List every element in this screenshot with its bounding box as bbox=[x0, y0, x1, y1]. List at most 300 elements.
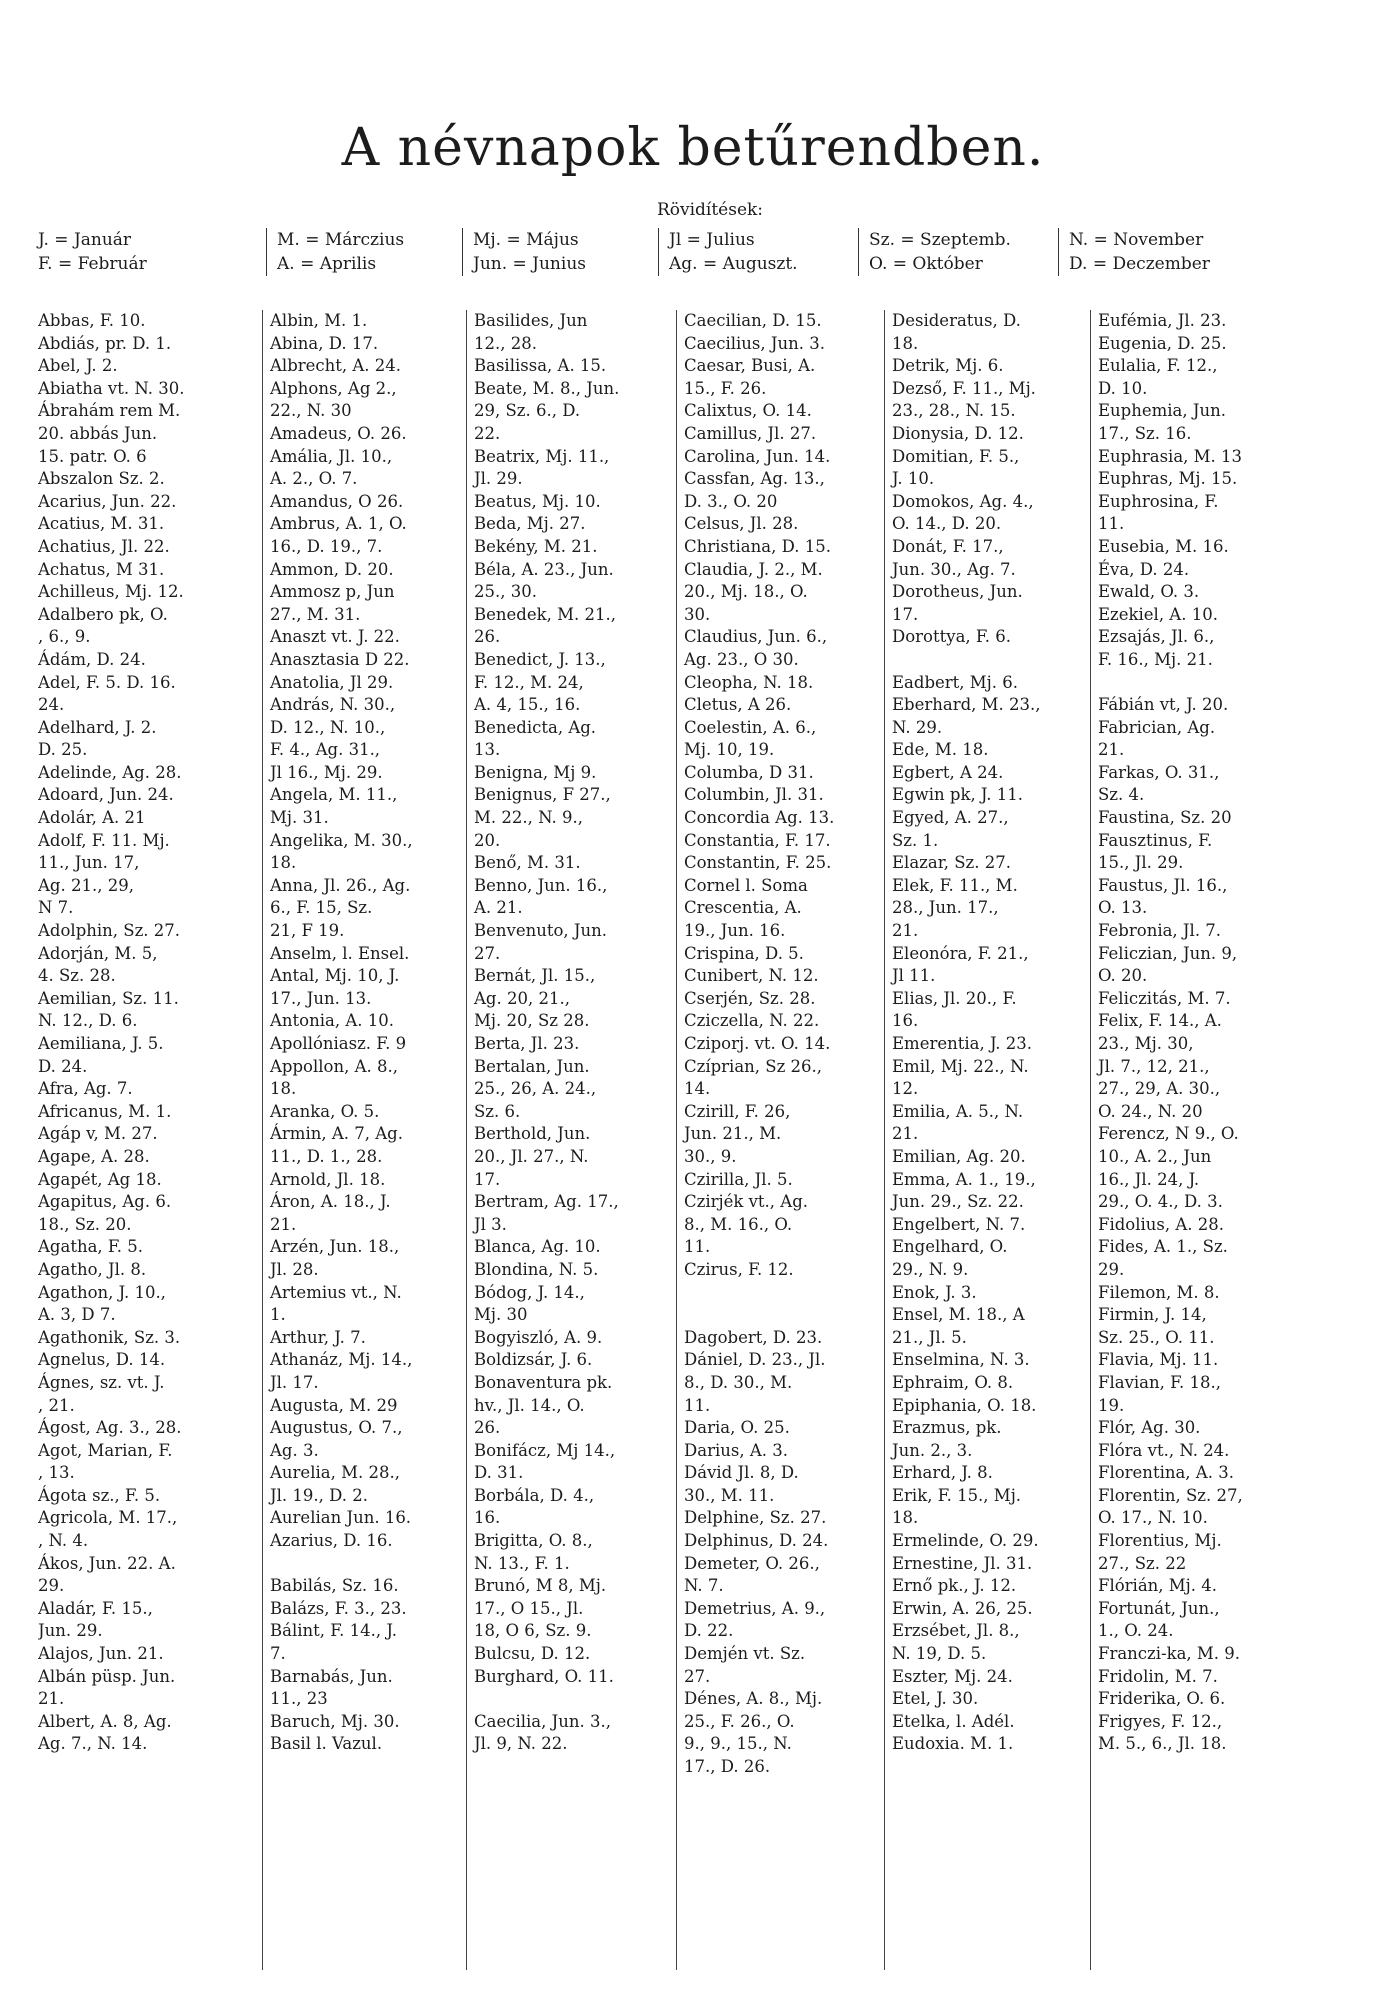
name-day-entry: 26. bbox=[474, 627, 501, 647]
name-day-entry: Crescentia, A. bbox=[684, 898, 802, 918]
name-day-entry: Athanáz, Mj. 14., bbox=[270, 1350, 413, 1370]
abbreviation-entry: D. = Deczember bbox=[1069, 254, 1210, 274]
name-day-entry: F. 12., M. 24, bbox=[474, 672, 584, 692]
name-day-entry: Aranka, O. 5. bbox=[270, 1101, 380, 1121]
name-day-entry: Elek, F. 11., M. bbox=[892, 875, 1018, 895]
name-day-entry: 20. abbás Jun. bbox=[38, 423, 158, 443]
name-day-entry: 25., 30. bbox=[474, 582, 537, 602]
name-day-entry: Ágnes, sz. vt. J. bbox=[38, 1372, 165, 1392]
name-day-entry: Alphons, Ag 2., bbox=[270, 378, 397, 398]
name-day-entry: 27. bbox=[474, 943, 501, 963]
name-day-entry: Ensel, M. 18., A bbox=[892, 1305, 1025, 1325]
name-day-entry: N. 29. bbox=[892, 717, 943, 737]
name-day-entry: 29., N. 9. bbox=[892, 1259, 969, 1279]
name-day-entry: 18. bbox=[892, 1508, 919, 1528]
name-day-entry: Ag. 21., 29, bbox=[38, 875, 134, 895]
name-day-entry: Ede, M. 18. bbox=[892, 740, 989, 760]
name-day-entry: Czirus, F. 12. bbox=[684, 1259, 794, 1279]
name-day-entry: D. 22. bbox=[684, 1621, 734, 1641]
name-day-entry: Emerentia, J. 23. bbox=[892, 1034, 1033, 1053]
name-day-entry: Domokos, Ag. 4., bbox=[892, 491, 1034, 511]
name-day-entry: , 6., 9. bbox=[38, 627, 91, 647]
name-day-entry: 11., 23 bbox=[270, 1689, 328, 1709]
name-day-entry: Ármin, A. 7, Ag. bbox=[270, 1124, 403, 1144]
name-day-entry: András, N. 30., bbox=[270, 695, 396, 715]
name-day-entry: Eadbert, Mj. 6. bbox=[892, 672, 1019, 692]
name-day-entry: Crispina, D. 5. bbox=[684, 943, 804, 963]
name-day-entry: O. 20. bbox=[1098, 966, 1148, 986]
name-day-entry: Cornel l. Soma bbox=[684, 875, 808, 895]
name-day-entry: 15. patr. O. 6 bbox=[38, 446, 147, 466]
name-day-entry: 11. bbox=[684, 1395, 711, 1415]
name-day-entry: Ádám, D. 24. bbox=[38, 649, 146, 669]
name-day-entry: Bulcsu, D. 12. bbox=[474, 1644, 591, 1664]
name-day-entry: D. 3., O. 20 bbox=[684, 491, 778, 511]
name-day-entry: 27., 29, A. 30., bbox=[1098, 1079, 1221, 1099]
name-day-entry: 19. bbox=[1098, 1395, 1125, 1415]
name-day-entry: Ag. 7., N. 14. bbox=[38, 1734, 148, 1754]
name-day-entry: N 7. bbox=[38, 898, 74, 918]
name-day-entry: Antal, Mj. 10, J. bbox=[270, 966, 400, 986]
name-day-entry: Agnelus, D. 14. bbox=[38, 1350, 166, 1370]
name-day-entry: F. 16., Mj. 21. bbox=[1098, 649, 1213, 669]
name-day-entry bbox=[684, 1304, 884, 1327]
name-day-entry: Sz. 4. bbox=[1098, 785, 1145, 805]
name-day-entry: Agot, Marian, F. bbox=[38, 1440, 173, 1460]
name-day-entry: Camillus, Jl. 27. bbox=[684, 423, 817, 443]
name-day-entry: 22., N. 30 bbox=[270, 401, 352, 421]
name-day-entry: Ambrus, A. 1, O. bbox=[270, 514, 407, 534]
name-day-entry: Agathon, J. 10., bbox=[38, 1282, 166, 1302]
name-day-entry: 15., F. 26. bbox=[684, 378, 767, 398]
name-day-entry: Eszter, Mj. 24. bbox=[892, 1666, 1013, 1686]
name-day-entry: Basilissa, A. 15. bbox=[474, 356, 607, 376]
name-day-entry: Czirill, F. 26, bbox=[684, 1101, 791, 1121]
name-day-entry: Bertalan, Jun. bbox=[474, 1056, 590, 1076]
name-day-entry: 26. bbox=[474, 1418, 501, 1438]
name-day-entry: 17. bbox=[892, 604, 919, 624]
name-day-entry: Achilleus, Mj. 12. bbox=[38, 582, 184, 602]
abbreviations-heading: Rövidítések: bbox=[656, 200, 764, 220]
name-day-entry: Anatolia, Jl 29. bbox=[270, 672, 394, 692]
name-day-entry: 20., Mj. 18., O. bbox=[684, 582, 808, 602]
name-day-entry: 21, F 19. bbox=[270, 921, 345, 941]
name-day-entry: Calixtus, O. 14. bbox=[684, 401, 812, 421]
name-day-entry: , 13. bbox=[38, 1463, 75, 1483]
name-day-entry: Jl. 17. bbox=[270, 1372, 319, 1392]
name-day-entry: Béla, A. 23., Jun. bbox=[474, 559, 614, 579]
name-day-entry: Abiatha vt. N. 30. bbox=[38, 378, 185, 398]
name-day-entry: D. 25. bbox=[38, 740, 88, 760]
abbreviation-column bbox=[38, 228, 266, 276]
name-day-entry: 8., M. 16., O. bbox=[684, 1214, 793, 1234]
name-day-entry: A. 3, D 7. bbox=[38, 1305, 116, 1325]
name-day-entry: Florentin, Sz. 27, bbox=[1098, 1485, 1243, 1505]
name-day-entry: 6., F. 15, Sz. bbox=[270, 898, 373, 918]
abbreviation-entry: Mj. = Május bbox=[473, 230, 579, 250]
name-day-entry: Fridolin, M. 7. bbox=[1098, 1666, 1218, 1686]
name-day-entry: N. 19, D. 5. bbox=[892, 1644, 987, 1664]
name-day-entry: Egbert, A 24. bbox=[892, 762, 1004, 782]
name-day-entry: Euphrosina, F. bbox=[1098, 491, 1219, 511]
name-day-entry: 1. bbox=[270, 1305, 286, 1325]
name-day-entry: 21. bbox=[892, 921, 919, 941]
abbreviation-entry: O. = Október bbox=[869, 254, 983, 274]
name-day-entry: Demjén vt. Sz. bbox=[684, 1644, 806, 1664]
name-day-entry: D. 24. bbox=[38, 1056, 88, 1076]
name-day-entry: 27. bbox=[684, 1666, 711, 1686]
name-day-entry: Columbin, Jl. 31. bbox=[684, 785, 824, 805]
name-day-entry: 9., 9., 15., N. bbox=[684, 1734, 792, 1754]
name-day-entry: Benő, M. 31. bbox=[474, 853, 581, 873]
name-day-entry: Caecilian, D. 15. bbox=[684, 311, 822, 330]
name-day-entry: Mj. 31. bbox=[270, 808, 329, 828]
name-day-entry: 17. bbox=[474, 1169, 501, 1189]
name-day-entry: F. 4., Ag. 31., bbox=[270, 740, 381, 760]
name-day-entry: Elazar, Sz. 27. bbox=[892, 853, 1011, 873]
name-day-entry: Afra, Ag. 7. bbox=[38, 1079, 133, 1099]
name-day-entry: Agathonik, Sz. 3. bbox=[38, 1327, 181, 1347]
name-day-entry: Cunibert, N. 12. bbox=[684, 966, 819, 986]
name-day-entry: Angelika, M. 30., bbox=[270, 830, 413, 850]
name-day-entry: , N. 4. bbox=[38, 1531, 89, 1551]
abbreviation-entry: Ag. = Auguszt. bbox=[669, 254, 798, 274]
name-day-entry: Dániel, D. 23., Jl. bbox=[684, 1350, 826, 1370]
name-day-entry: Burghard, O. 11. bbox=[474, 1666, 614, 1686]
name-day-entry: Bekény, M. 21. bbox=[474, 536, 598, 556]
name-day-entry: Caecilia, Jun. 3., bbox=[474, 1711, 611, 1731]
name-day-entry: Ephraim, O. 8. bbox=[892, 1372, 1014, 1392]
name-day-entry: Delphine, Sz. 27. bbox=[684, 1508, 827, 1528]
name-day-entry: Daria, O. 25. bbox=[684, 1418, 790, 1438]
name-day-entry: Fides, A. 1., Sz. bbox=[1098, 1237, 1228, 1257]
name-day-entry: Jun. 29. bbox=[38, 1621, 103, 1641]
name-day-entry: Bonaventura pk. bbox=[474, 1372, 613, 1392]
name-day-entry: Emilian, Ag. 20. bbox=[892, 1146, 1026, 1166]
name-day-entry: Benedicta, Ag. bbox=[474, 717, 597, 737]
name-day-entry: Jl. 19., D. 2. bbox=[270, 1485, 368, 1505]
name-day-entry: 18. bbox=[892, 333, 919, 353]
name-day-entry: Caesar, Busi, A. bbox=[684, 356, 816, 376]
name-day-entry: Acarius, Jun. 22. bbox=[38, 491, 177, 511]
name-day-entry: Sz. 25., O. 11. bbox=[1098, 1327, 1215, 1347]
name-day-entry: Etelka, l. Adél. bbox=[892, 1711, 1015, 1731]
name-day-entry: Albert, A. 8, Ag. bbox=[38, 1711, 172, 1731]
name-day-entry: Ágost, Ag. 3., 28. bbox=[38, 1418, 182, 1438]
name-day-entry: Friderika, O. 6. bbox=[1098, 1689, 1226, 1709]
name-day-entry: Abel, J. 2. bbox=[38, 356, 118, 376]
name-day-entry: Bogyiszló, A. 9. bbox=[474, 1327, 603, 1347]
name-day-entry: Ag. 3. bbox=[270, 1440, 319, 1460]
name-day-entry: Ewald, O. 3. bbox=[1098, 582, 1200, 602]
name-day-entry: Dorottya, F. 6. bbox=[892, 627, 1012, 647]
name-day-entry: Barnabás, Jun. bbox=[270, 1666, 393, 1686]
name-day-entry: Arnold, Jl. 18. bbox=[270, 1169, 386, 1189]
name-day-entry: 17., Jun. 13. bbox=[270, 988, 372, 1008]
name-day-entry: Emil, Mj. 22., N. bbox=[892, 1056, 1029, 1076]
name-day-entry: Feliczian, Jun. 9, bbox=[1098, 943, 1238, 963]
name-day-entry: Acatius, M. 31. bbox=[38, 514, 165, 534]
name-day-entry: Adalbero pk, O. bbox=[38, 604, 168, 624]
name-day-entry: Adolphin, Sz. 27. bbox=[38, 921, 180, 941]
name-day-entry: Augustus, O. 7., bbox=[270, 1418, 403, 1438]
name-day-entry: Agapitus, Ag. 6. bbox=[38, 1192, 172, 1212]
name-day-entry: Engelbert, N. 7. bbox=[892, 1214, 1026, 1234]
name-day-entry: M. 22., N. 9., bbox=[474, 808, 583, 828]
name-day-entry: Faustina, Sz. 20 bbox=[1098, 808, 1232, 828]
name-day-entry: 18. bbox=[270, 1079, 297, 1099]
name-day-entry: Dorotheus, Jun. bbox=[892, 582, 1023, 602]
abbreviation-entry: M. = Márczius bbox=[277, 230, 405, 250]
name-day-entry: Enselmina, N. 3. bbox=[892, 1350, 1030, 1370]
name-day-entry: Emma, A. 1., 19., bbox=[892, 1169, 1036, 1189]
name-day-entry: Berthold, Jun. bbox=[474, 1124, 591, 1144]
name-day-entry: Jl 3. bbox=[474, 1214, 507, 1234]
name-day-entry: Blondina, N. 5. bbox=[474, 1259, 599, 1279]
name-day-entry: Cziporj. vt. O. 14. bbox=[684, 1034, 831, 1053]
name-day-entry: 8., D. 30., M. bbox=[684, 1372, 793, 1392]
name-day-entry bbox=[684, 1282, 884, 1305]
name-day-entry: Flóra vt., N. 24. bbox=[1098, 1440, 1230, 1460]
name-day-entry: Berta, Jl. 23. bbox=[474, 1034, 580, 1053]
name-day-entry: Egwin pk, J. 11. bbox=[892, 785, 1023, 805]
name-day-entry: Flór, Ag. 30. bbox=[1098, 1418, 1201, 1438]
name-day-entry: Agapét, Ag 18. bbox=[38, 1169, 162, 1189]
name-day-entry: Demeter, O. 26., bbox=[684, 1553, 820, 1573]
name-day-entry: Claudia, J. 2., M. bbox=[684, 559, 823, 579]
name-day-entry: N. 13., F. 1. bbox=[474, 1553, 570, 1573]
name-day-entry: 25., F. 26., O. bbox=[684, 1711, 795, 1731]
name-day-entry: Aemiliana, J. 5. bbox=[38, 1034, 164, 1053]
name-day-entry: Domitian, F. 5., bbox=[892, 446, 1020, 466]
name-day-entry: 25., 26, A. 24., bbox=[474, 1079, 597, 1099]
name-day-entry: Claudius, Jun. 6., bbox=[684, 627, 828, 647]
name-day-entry: Adolár, A. 21 bbox=[38, 808, 146, 828]
name-day-entry: 17., Sz. 16. bbox=[1098, 423, 1192, 443]
name-day-entry: Cziczella, N. 22. bbox=[684, 1011, 820, 1031]
name-day-entry: 13. bbox=[474, 740, 501, 760]
name-day-entry: Jl 16., Mj. 29. bbox=[270, 762, 383, 782]
name-day-entry: O. 24., N. 20 bbox=[1098, 1101, 1203, 1121]
name-day-entry: Albin, M. 1. bbox=[270, 311, 368, 330]
name-day-entry: Agatho, Jl. 8. bbox=[38, 1259, 147, 1279]
name-day-entry: Ákos, Jun. 22. A. bbox=[38, 1553, 176, 1573]
name-day-entry: Appollon, A. 8., bbox=[270, 1056, 398, 1076]
name-day-entry: Ermelinde, O. 29. bbox=[892, 1531, 1039, 1551]
name-day-entry: Concordia Ag. 13. bbox=[684, 808, 835, 828]
name-day-entry bbox=[474, 1688, 676, 1711]
name-day-entry: Amadeus, O. 26. bbox=[270, 423, 407, 443]
abbreviation-entry: A. = Aprilis bbox=[277, 254, 377, 274]
name-day-entry: 23., Mj. 30, bbox=[1098, 1034, 1194, 1053]
name-day-column bbox=[676, 310, 884, 1970]
name-day-entry: Florentina, A. 3. bbox=[1098, 1463, 1234, 1483]
name-day-entry: Ammosz p, Jun bbox=[270, 582, 395, 602]
name-day-entry: 11. bbox=[684, 1237, 711, 1257]
name-day-entry: 21., Jl. 5. bbox=[892, 1327, 967, 1347]
name-day-entry bbox=[270, 1553, 466, 1576]
name-day-entry: Flórián, Mj. 4. bbox=[1098, 1576, 1218, 1596]
name-day-column bbox=[1090, 310, 1362, 1970]
name-day-entry: Filemon, M. 8. bbox=[1098, 1282, 1220, 1302]
name-day-entry: Brunó, M 8, Mj. bbox=[474, 1576, 607, 1596]
name-day-entry: Ernő pk., J. 12. bbox=[892, 1576, 1017, 1596]
name-day-entry: O. 17., N. 10. bbox=[1098, 1508, 1208, 1528]
name-day-entry: Boldizsár, J. 6. bbox=[474, 1350, 593, 1370]
name-day-entry: Firmin, J. 14, bbox=[1098, 1305, 1207, 1325]
name-day-entry: O. 14., D. 20. bbox=[892, 514, 1002, 534]
name-day-entry: Mj. 30 bbox=[474, 1305, 528, 1325]
name-day-entry: 21. bbox=[892, 1124, 919, 1144]
name-day-entry: Abdiás, pr. D. 1. bbox=[38, 333, 172, 353]
name-day-entry: Beate, M. 8., Jun. bbox=[474, 378, 620, 398]
name-day-entry: Benedek, M. 21., bbox=[474, 604, 616, 624]
name-day-entry: Euphemia, Jun. bbox=[1098, 401, 1226, 421]
name-day-entry: 18, O 6, Sz. 9. bbox=[474, 1621, 592, 1641]
name-day-entry: Ferencz, N 9., O. bbox=[1098, 1124, 1239, 1144]
name-day-entry: Farkas, O. 31., bbox=[1098, 762, 1220, 782]
name-day-entry: 22. bbox=[474, 423, 501, 443]
name-day-entry: 30., 9. bbox=[684, 1146, 737, 1166]
name-day-entry: D. 31. bbox=[474, 1463, 524, 1483]
name-day-entry: Achatus, M 31. bbox=[38, 559, 165, 579]
name-day-entry: Desideratus, D. bbox=[892, 311, 1021, 330]
name-day-entry: M. 5., 6., Jl. 18. bbox=[1098, 1734, 1227, 1754]
name-day-entry: Bonifácz, Mj 14., bbox=[474, 1440, 616, 1460]
name-day-entry: Alajos, Jun. 21. bbox=[38, 1644, 164, 1664]
page-title: A névnapok betűrendben. bbox=[341, 118, 1045, 178]
name-day-entry: Adoard, Jun. 24. bbox=[38, 785, 174, 805]
name-day-entry: Erzsébet, Jl. 8., bbox=[892, 1621, 1020, 1641]
name-day-entry: Babilás, Sz. 16. bbox=[270, 1576, 399, 1596]
name-day-entry: Arzén, Jun. 18., bbox=[270, 1237, 400, 1257]
abbreviation-legend bbox=[38, 228, 1362, 276]
name-day-entry: 29., O. 4., D. 3. bbox=[1098, 1192, 1223, 1212]
name-day-entry: N. 12., D. 6. bbox=[38, 1011, 138, 1031]
name-day-entry: Cletus, A 26. bbox=[684, 695, 792, 715]
name-day-entry: Artemius vt., N. bbox=[270, 1282, 402, 1302]
name-day-entry: 1., O. 24. bbox=[1098, 1621, 1174, 1641]
name-day-entry: Jun. 2., 3. bbox=[892, 1440, 973, 1460]
name-day-entry: 16. bbox=[474, 1508, 501, 1528]
abbreviation-column bbox=[1058, 228, 1362, 276]
name-day-entry: Carolina, Jun. 14. bbox=[684, 446, 831, 466]
name-day-entry: Erazmus, pk. bbox=[892, 1418, 1002, 1438]
name-day-entry: 17., D. 26. bbox=[684, 1757, 771, 1776]
name-day-entry: 23., 28., N. 15. bbox=[892, 401, 1016, 421]
name-day-entry: Erwin, A. 26, 25. bbox=[892, 1598, 1033, 1618]
name-day-entry: Eugenia, D. 25. bbox=[1098, 333, 1227, 353]
name-day-entry: Ag. 20, 21., bbox=[474, 988, 570, 1008]
name-day-entry: 27., M. 31. bbox=[270, 604, 361, 624]
name-day-entry: Celsus, Jl. 28. bbox=[684, 514, 799, 534]
name-day-entry: Agricola, M. 17., bbox=[38, 1508, 178, 1528]
name-day-entry: Bertram, Ag. 17., bbox=[474, 1192, 619, 1212]
name-day-column bbox=[262, 310, 466, 1970]
name-day-entry: Jl. 7., 12, 21., bbox=[1098, 1056, 1210, 1076]
name-day-entry: 21. bbox=[38, 1689, 65, 1709]
name-day-entry: Angela, M. 11., bbox=[270, 785, 398, 805]
name-day-entry: Anasztasia D 22. bbox=[270, 649, 410, 669]
abbreviation-column bbox=[266, 228, 462, 276]
name-day-entry: Ernestine, Jl. 31. bbox=[892, 1553, 1033, 1573]
name-day-entry: Blanca, Ag. 10. bbox=[474, 1237, 601, 1257]
name-day-entry: Albán püsp. Jun. bbox=[38, 1666, 176, 1686]
name-day-entry: Ag. 23., O 30. bbox=[684, 649, 799, 669]
name-day-entry: Fidolius, A. 28. bbox=[1098, 1214, 1225, 1234]
name-day-entry: A. 21. bbox=[474, 898, 523, 918]
name-day-entry: 15., Jl. 29. bbox=[1098, 853, 1184, 873]
name-day-entry: Benno, Jun. 16., bbox=[474, 875, 608, 895]
name-day-entry: Adelhard, J. 2. bbox=[38, 717, 157, 737]
name-day-entry: Ezsajás, Jl. 6., bbox=[1098, 627, 1215, 647]
name-day-columns bbox=[38, 310, 1362, 1970]
name-day-entry: Benvenuto, Jun. bbox=[474, 921, 608, 941]
name-day-entry: Caecilius, Jun. 3. bbox=[684, 333, 825, 353]
name-day-entry: Eleonóra, F. 21., bbox=[892, 943, 1029, 963]
name-day-entry: Benignus, F 27., bbox=[474, 785, 611, 805]
name-day-entry: Dagobert, D. 23. bbox=[684, 1327, 823, 1347]
abbreviation-entry: F. = Február bbox=[38, 254, 147, 274]
name-day-entry: 16. bbox=[892, 1011, 919, 1031]
name-day-entry: Mj. 20, Sz 28. bbox=[474, 1011, 590, 1031]
abbreviation-entry: J. = Január bbox=[38, 230, 132, 250]
name-day-entry: Aurelian Jun. 16. bbox=[270, 1508, 412, 1528]
name-day-entry: Darius, A. 3. bbox=[684, 1440, 788, 1460]
name-day-entry: Faustus, Jl. 16., bbox=[1098, 875, 1228, 895]
name-day-entry: 7. bbox=[270, 1644, 286, 1664]
name-day-entry bbox=[892, 649, 1090, 672]
name-day-entry: Benigna, Mj 9. bbox=[474, 762, 597, 782]
name-day-entry: Czíprian, Sz 26., bbox=[684, 1056, 823, 1076]
name-day-entry: Jun. 29., Sz. 22. bbox=[892, 1192, 1024, 1212]
name-day-entry: 4. Sz. 28. bbox=[38, 966, 116, 986]
name-day-entry: Agatha, F. 5. bbox=[38, 1237, 144, 1257]
name-day-entry: Jl. 28. bbox=[270, 1259, 319, 1279]
name-day-entry: 19., Jun. 16. bbox=[684, 921, 786, 941]
name-day-entry: Feliczitás, M. 7. bbox=[1098, 988, 1231, 1008]
name-day-entry: Epiphania, O. 18. bbox=[892, 1395, 1037, 1415]
name-day-entry: Columba, D 31. bbox=[684, 762, 814, 782]
name-day-entry: Amália, Jl. 10., bbox=[270, 446, 393, 466]
name-day-entry: Adolf, F. 11. Mj. bbox=[38, 830, 170, 850]
name-day-entry: Abszalon Sz. 2. bbox=[38, 469, 165, 489]
name-day-entry: Anna, Jl. 26., Ag. bbox=[270, 875, 411, 895]
name-day-entry: 21. bbox=[270, 1214, 297, 1234]
name-day-entry: Aladár, F. 15., bbox=[38, 1598, 153, 1618]
name-day-entry: 20. bbox=[474, 830, 501, 850]
name-day-entry: Aemilian, Sz. 11. bbox=[38, 988, 179, 1008]
name-day-entry: 27., Sz. 22 bbox=[1098, 1553, 1187, 1573]
name-day-entry: Arthur, J. 7. bbox=[270, 1327, 366, 1347]
name-day-entry: Erhard, J. 8. bbox=[892, 1463, 993, 1483]
name-day-entry: 24. bbox=[38, 695, 65, 715]
name-day-entry: Sz. 6. bbox=[474, 1101, 521, 1121]
name-day-entry: Ábrahám rem M. bbox=[38, 401, 181, 421]
name-day-entry: 12. bbox=[892, 1079, 919, 1099]
name-day-entry: 17., O 15., Jl. bbox=[474, 1598, 584, 1618]
name-day-entry: Eufémia, Jl. 23. bbox=[1098, 311, 1227, 330]
name-day-entry: Anselm, l. Ensel. bbox=[270, 943, 410, 963]
name-day-entry: D. 12., N. 10., bbox=[270, 717, 386, 737]
name-day-entry: Adel, F. 5. D. 16. bbox=[38, 672, 176, 692]
name-day-entry: Benedict, J. 13., bbox=[474, 649, 606, 669]
name-day-entry: Beatus, Mj. 10. bbox=[474, 491, 601, 511]
name-day-entry: Agape, A. 28. bbox=[38, 1146, 150, 1166]
name-day-entry: 20., Jl. 27., N. bbox=[474, 1146, 589, 1166]
name-day-entry: Áron, A. 18., J. bbox=[270, 1192, 391, 1212]
name-day-entry: Dénes, A. 8., Mj. bbox=[684, 1689, 823, 1709]
